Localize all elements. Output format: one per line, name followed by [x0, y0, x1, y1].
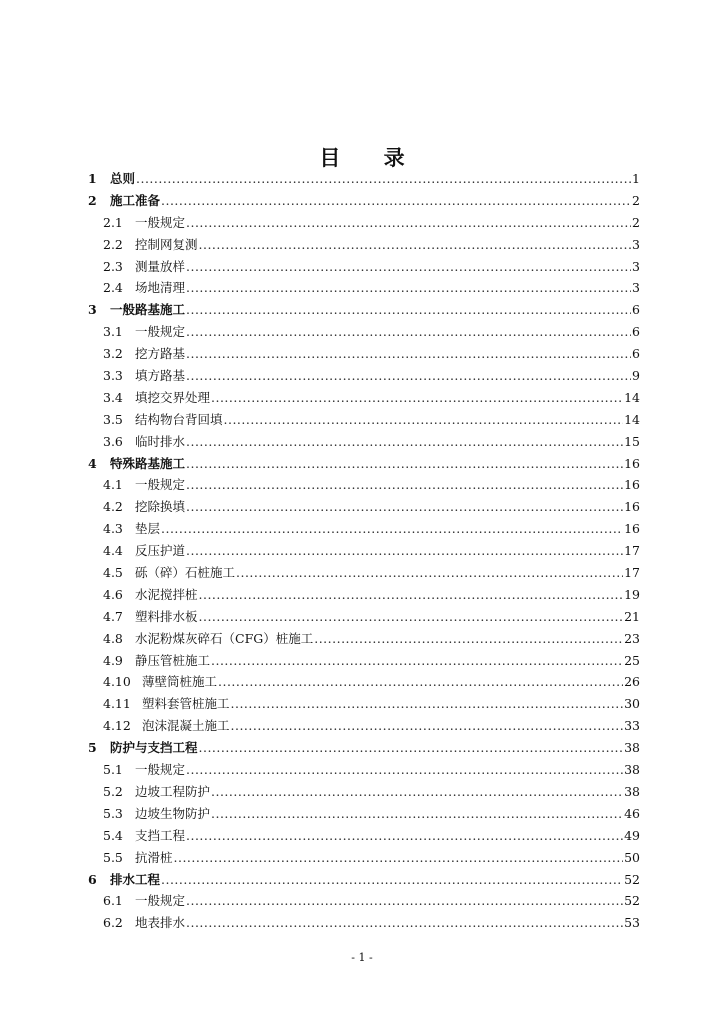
- toc-entry-number: 4.12: [103, 718, 131, 734]
- page-number-footer: - 1 -: [351, 951, 373, 964]
- dot-leader: [186, 365, 631, 387]
- toc-entry[interactable]: [88, 365, 640, 387]
- dot-leader: [211, 650, 623, 672]
- toc-entry-title: 支挡工程: [135, 827, 186, 843]
- toc-entry-page-number: 52: [624, 871, 640, 887]
- dot-leader: [186, 496, 623, 518]
- toc-entry-number: 4.1: [103, 477, 123, 493]
- toc-entry[interactable]: [88, 671, 640, 693]
- toc-entry-number: 6: [88, 871, 97, 887]
- toc-entry-page-number: 3: [632, 280, 640, 296]
- toc-entry-number: 4.4: [103, 543, 123, 559]
- toc-entry[interactable]: [88, 212, 640, 234]
- toc-entry[interactable]: [88, 409, 640, 431]
- toc-entry-page-number: 16: [624, 455, 640, 471]
- toc-entry-title: 水泥搅拌桩: [135, 586, 198, 602]
- dot-leader: [186, 453, 623, 475]
- toc-entry[interactable]: [88, 299, 640, 321]
- toc-entry-page-number: 25: [624, 652, 640, 668]
- toc-entry-number: 4.6: [103, 586, 123, 602]
- dot-leader: [186, 912, 623, 934]
- toc-entry-number: 5.2: [103, 783, 123, 799]
- dot-leader: [314, 628, 623, 650]
- toc-entry-number: 2.4: [103, 280, 123, 296]
- dot-leader: [199, 234, 632, 256]
- toc-entry-title: 静压管桩施工: [135, 652, 211, 668]
- toc-entry-page-number: 1: [632, 171, 640, 186]
- toc-entry-page-number: 17: [624, 565, 640, 581]
- toc-entry-page-number: 26: [624, 674, 640, 690]
- toc-entry-title: 砾（碎）石桩施工: [135, 565, 236, 581]
- dot-leader: [186, 540, 623, 562]
- toc-entry-number: 4.11: [103, 696, 131, 712]
- toc-entry-page-number: 6: [632, 324, 640, 340]
- toc-entry-title: 挖方路基: [135, 346, 186, 362]
- page-title: 目 录: [319, 145, 423, 170]
- toc-entry-title: 一般规定: [135, 893, 186, 909]
- toc-entry-page-number: 15: [624, 433, 640, 449]
- toc-entry[interactable]: [88, 453, 640, 475]
- toc-entry-title: 垫层: [135, 521, 161, 537]
- toc-entry-page-number: 19: [624, 586, 640, 602]
- toc-entry-title: 排水工程: [110, 871, 161, 887]
- toc-entry-title: 一般规定: [135, 762, 186, 778]
- toc-entry-page-number: 16: [624, 499, 640, 515]
- toc-entry[interactable]: [88, 803, 640, 825]
- toc-entry[interactable]: [88, 343, 640, 365]
- dot-leader: [186, 256, 631, 278]
- toc-entry[interactable]: [88, 825, 640, 847]
- toc-entry[interactable]: [88, 562, 640, 584]
- toc-entry-title: 挖除换填: [135, 499, 186, 515]
- toc-entry-number: 3: [88, 302, 97, 318]
- dot-leader: [218, 671, 623, 693]
- toc-entry-number: 4.5: [103, 565, 123, 581]
- toc-entry[interactable]: [88, 606, 640, 628]
- dot-leader: [224, 409, 624, 431]
- dot-leader: [236, 562, 623, 584]
- toc-entry-number: 5.4: [103, 827, 123, 843]
- toc-entry-number: 2.2: [103, 236, 123, 252]
- dot-leader: [186, 431, 623, 453]
- toc-entry-title: 控制网复测: [135, 236, 198, 252]
- toc-entry-number: 4.9: [103, 652, 123, 668]
- toc-entry[interactable]: [88, 869, 640, 891]
- toc-entry-number: 3.2: [103, 346, 123, 362]
- toc-entry-number: 2.3: [103, 258, 123, 274]
- toc-entry-title: 抗滑桩: [135, 849, 173, 865]
- toc-entry[interactable]: [88, 847, 640, 869]
- toc-entry[interactable]: [88, 474, 640, 496]
- toc-entry-number: 3.5: [103, 411, 123, 427]
- toc-entry[interactable]: [88, 277, 640, 299]
- dot-leader: [186, 890, 623, 912]
- toc-entry-title: 塑料套管桩施工: [142, 696, 230, 712]
- toc-entry-page-number: 52: [624, 893, 640, 909]
- toc-entry-page-number: 23: [624, 630, 640, 646]
- toc-entry[interactable]: [88, 781, 640, 803]
- toc-entry[interactable]: [88, 693, 640, 715]
- dot-leader: [186, 825, 623, 847]
- toc-entry[interactable]: [88, 650, 640, 672]
- dot-leader: [199, 584, 624, 606]
- toc-entry-page-number: 14: [624, 411, 640, 427]
- toc-entry[interactable]: [88, 431, 640, 453]
- toc-entry-number: 4.8: [103, 630, 123, 646]
- dot-leader: [161, 869, 623, 891]
- dot-leader: [186, 759, 623, 781]
- toc-entry-page-number: 9: [632, 368, 640, 384]
- toc-entry-page-number: 16: [624, 521, 640, 537]
- toc-entry-number: 2.1: [103, 214, 123, 230]
- toc-entry[interactable]: [88, 168, 640, 190]
- toc-entry-number: 1: [88, 171, 97, 186]
- toc-entry-title: 填方路基: [135, 368, 186, 384]
- table-of-contents: [88, 168, 640, 934]
- toc-entry-title: 边坡生物防护: [135, 805, 211, 821]
- toc-entry-page-number: 38: [624, 740, 640, 756]
- toc-entry[interactable]: [88, 234, 640, 256]
- toc-entry-number: 6.1: [103, 893, 123, 909]
- toc-entry[interactable]: [88, 737, 640, 759]
- toc-entry-title: 地表排水: [135, 915, 186, 931]
- toc-entry-title: 泡沫混凝土施工: [142, 718, 230, 734]
- dot-leader: [186, 321, 631, 343]
- toc-entry-title: 临时排水: [135, 433, 186, 449]
- dot-leader: [199, 737, 624, 759]
- toc-entry-title: 特殊路基施工: [110, 455, 186, 471]
- toc-entry[interactable]: [88, 256, 640, 278]
- toc-entry-title: 总则: [110, 171, 136, 186]
- toc-entry-page-number: 2: [632, 192, 640, 208]
- dot-leader: [231, 693, 624, 715]
- toc-entry-title: 测量放样: [135, 258, 186, 274]
- toc-entry[interactable]: [88, 628, 640, 650]
- toc-entry-title: 结构物台背回填: [135, 411, 223, 427]
- toc-entry-page-number: 50: [624, 849, 640, 865]
- toc-entry-title: 一般规定: [135, 214, 186, 230]
- dot-leader: [211, 803, 623, 825]
- toc-entry[interactable]: [88, 912, 640, 934]
- toc-entry-number: 5.1: [103, 762, 123, 778]
- toc-entry[interactable]: [88, 759, 640, 781]
- toc-entry-number: 6.2: [103, 915, 123, 931]
- toc-entry-page-number: 49: [624, 827, 640, 843]
- toc-entry-title: 一般路基施工: [110, 302, 186, 318]
- toc-entry-title: 薄壁筒桩施工: [142, 674, 218, 690]
- dot-leader: [211, 387, 623, 409]
- toc-entry[interactable]: [88, 584, 640, 606]
- toc-entry-title: 一般规定: [135, 324, 186, 340]
- toc-entry-page-number: 17: [624, 543, 640, 559]
- toc-entry-number: 3.1: [103, 324, 123, 340]
- dot-leader: [136, 168, 631, 190]
- toc-entry-page-number: 2: [632, 214, 640, 230]
- toc-entry-title: 塑料排水板: [135, 608, 198, 624]
- dot-leader: [161, 190, 631, 212]
- toc-entry[interactable]: [88, 518, 640, 540]
- dot-leader: [199, 606, 624, 628]
- toc-entry-number: 3.6: [103, 433, 123, 449]
- toc-entry-number: 5.5: [103, 849, 123, 865]
- toc-entry-page-number: 30: [624, 696, 640, 712]
- toc-entry-number: 2: [88, 192, 97, 208]
- toc-entry-title: 边坡工程防护: [135, 783, 211, 799]
- dot-leader: [186, 343, 631, 365]
- toc-entry[interactable]: [88, 715, 640, 737]
- toc-entry-title: 填挖交界处理: [135, 389, 211, 405]
- dot-leader: [186, 277, 631, 299]
- dot-leader: [174, 847, 624, 869]
- toc-entry-number: 4.10: [103, 674, 131, 690]
- toc-entry[interactable]: [88, 496, 640, 518]
- dot-leader: [186, 474, 623, 496]
- dot-leader: [231, 715, 624, 737]
- toc-entry-page-number: 53: [624, 915, 640, 931]
- toc-entry-title: 一般规定: [135, 477, 186, 493]
- toc-entry[interactable]: [88, 190, 640, 212]
- toc-entry-page-number: 3: [632, 236, 640, 252]
- toc-entry[interactable]: [88, 890, 640, 912]
- toc-entry-page-number: 6: [632, 346, 640, 362]
- toc-entry-page-number: 16: [624, 477, 640, 493]
- toc-entry-title: 施工准备: [110, 192, 161, 208]
- toc-entry-title: 防护与支挡工程: [110, 740, 198, 756]
- toc-entry[interactable]: [88, 321, 640, 343]
- toc-entry-page-number: 38: [624, 762, 640, 778]
- toc-entry-number: 4.7: [103, 608, 123, 624]
- toc-entry-number: 4: [88, 455, 97, 471]
- toc-entry-title: 反压护道: [135, 543, 186, 559]
- toc-entry-number: 3.4: [103, 389, 123, 405]
- toc-entry[interactable]: [88, 540, 640, 562]
- toc-entry-page-number: 21: [624, 608, 640, 624]
- toc-entry-page-number: 38: [624, 783, 640, 799]
- dot-leader: [186, 212, 631, 234]
- toc-entry[interactable]: [88, 387, 640, 409]
- dot-leader: [186, 299, 631, 321]
- toc-entry-page-number: 14: [624, 389, 640, 405]
- toc-entry-number: 5.3: [103, 805, 123, 821]
- toc-entry-title: 水泥粉煤灰碎石（CFG）桩施工: [135, 630, 314, 646]
- toc-entry-title: 场地清理: [135, 280, 186, 296]
- dot-leader: [211, 781, 623, 803]
- toc-entry-number: 4.2: [103, 499, 123, 515]
- toc-entry-page-number: 33: [624, 718, 640, 734]
- toc-entry-page-number: 46: [624, 805, 640, 821]
- toc-entry-page-number: 6: [632, 302, 640, 318]
- dot-leader: [161, 518, 623, 540]
- toc-entry-page-number: 3: [632, 258, 640, 274]
- toc-entry-number: 5: [88, 740, 97, 756]
- toc-entry-number: 3.3: [103, 368, 123, 384]
- toc-entry-number: 4.3: [103, 521, 123, 537]
